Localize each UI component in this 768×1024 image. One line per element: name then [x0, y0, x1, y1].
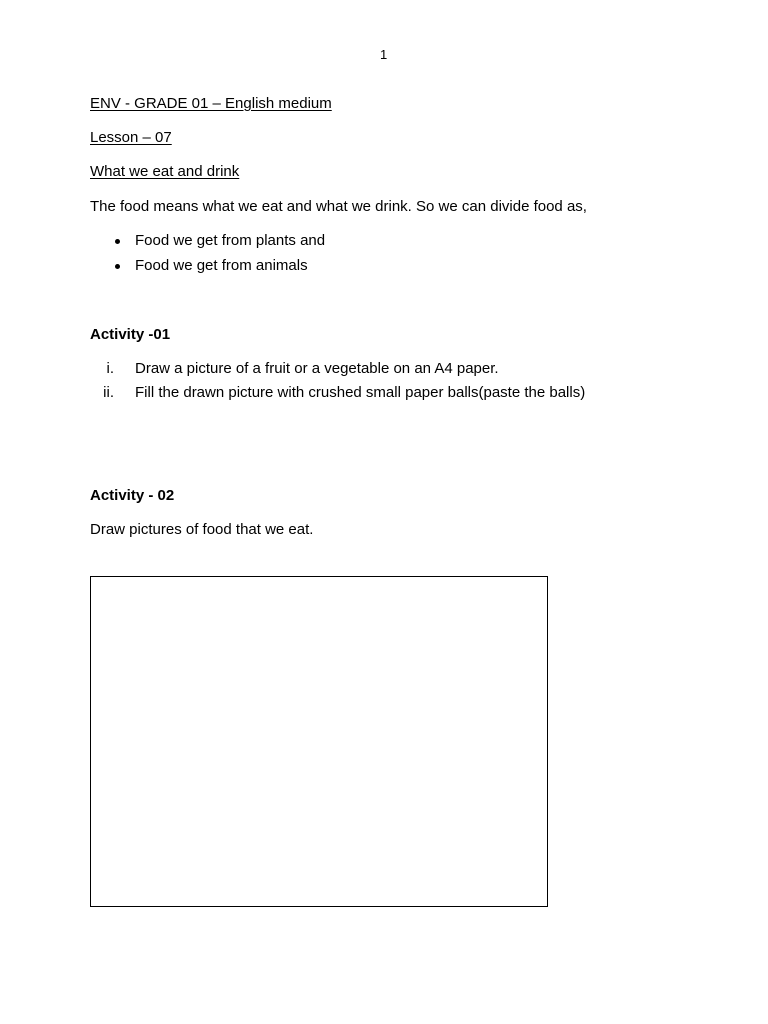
step-text: Draw a picture of a fruit or a vegetable on an A4 paper. — [135, 360, 499, 377]
activity-2-heading: Activity - 02 — [90, 487, 175, 504]
step-text: Fill the drawn picture with crushed small paper balls(paste the balls) — [135, 384, 586, 401]
activity-1-heading: Activity -01 — [90, 326, 171, 343]
step-marker: i. — [106, 360, 114, 377]
drawing-box — [90, 576, 548, 907]
list-item: Food we get from plants and — [135, 232, 326, 249]
list-item: Food we get from animals — [135, 257, 308, 274]
step-marker: ii. — [103, 384, 114, 401]
page-number: 1 — [380, 47, 388, 62]
intro-paragraph: The food means what we eat and what we drink. So we can divide food as, — [90, 198, 587, 215]
lesson-topic: What we eat and drink — [90, 163, 240, 180]
document-title: ENV - GRADE 01 – English medium — [90, 95, 332, 112]
bullet-dot — [115, 264, 120, 269]
bullet-dot — [115, 239, 120, 244]
activity-2-instruction: Draw pictures of food that we eat. — [90, 521, 314, 538]
lesson-number: Lesson – 07 — [90, 129, 172, 146]
